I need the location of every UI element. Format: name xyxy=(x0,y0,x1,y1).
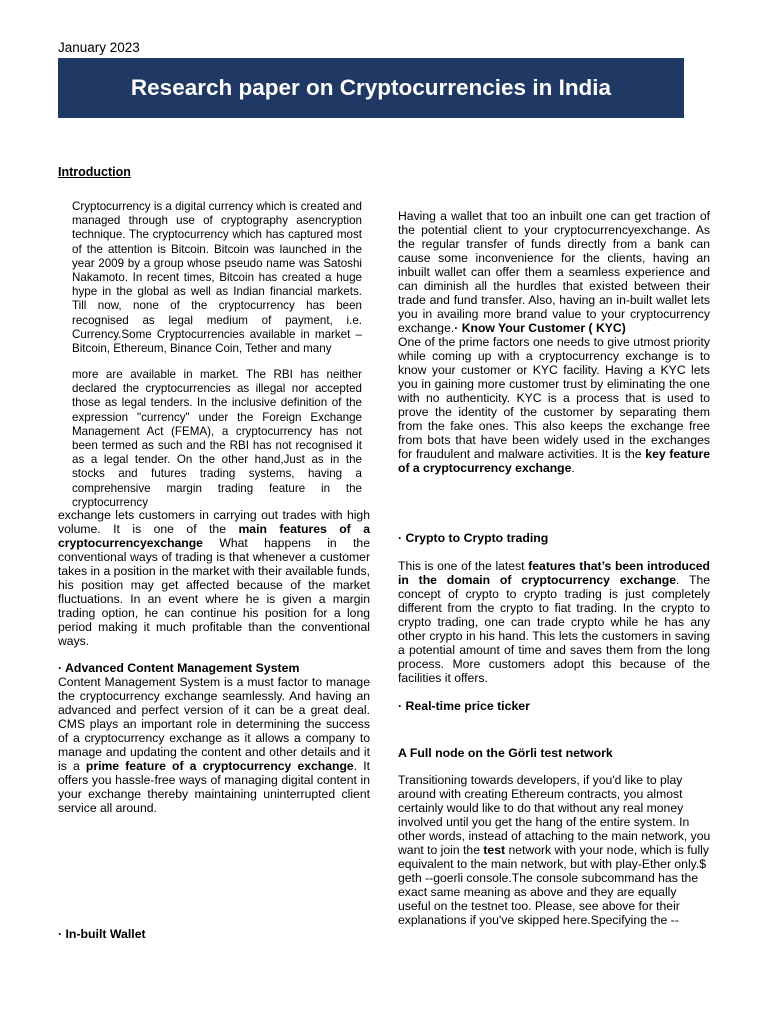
cms-text-post: . It offers you hassle-free ways of managing digital content in your exchange thereby maintaining uninterrupted client service all around. xyxy=(58,759,371,815)
margin-text-bold: main features of a cryptocurrencyexchange xyxy=(58,522,370,550)
wallet-text: Having a wallet that too an inbuilt one can get traction of the potential client to your cryptocurrencyexchange. As the regular transfer of funds directly from a bank can cause some inconvenience for the clients, having an inbuilt wallet can offer them a seamless experience and can diminish all the hurdles that existed between their trade and fund transfer. Also, having an in-built wallet lets you in availing more brand value to your cryptocurrency exchange. xyxy=(398,209,710,335)
kyc-text-bold: key feature of a cryptocurrency exchange xyxy=(398,447,710,475)
c2c-text-pre: This is one of the latest xyxy=(398,559,529,573)
crypto-to-crypto-paragraph xyxy=(398,559,710,685)
paper-title: Research paper on Cryptocurrencies in India xyxy=(130,75,612,100)
margin-text-pre: exchange lets customers in carrying out trades with high volume. It is one of the xyxy=(58,508,370,536)
kyc-heading: · Know Your Customer ( KYC) xyxy=(454,321,626,335)
title-banner xyxy=(58,58,684,118)
node-text-bold: test xyxy=(483,843,506,857)
cms-paragraph xyxy=(58,675,370,815)
intro-paragraph: Cryptocurrency is a digital currency which is created and managed through use of cryptography asencryption technique. The cryptocurrency which has captured most of the attention is Bitcoin. Bitcoin was launched in the year 2009 by a group whose pseudo name was Satoshi Nakamoto. In recent times, Bitcoin has created a huge hype in the global as well as Indian financial markets. Till now, none of the cryptocurrency has been recognised as legal medium of payment, i.e. Currency.Some Cryptocurrencies available in market –Bitcoin, Ethereum, Binance Coin, Tether and many xyxy=(72,200,362,356)
intro-paragraph-continued: more are available in market. The RBI has neither declared the cryptocurrencies as illegal nor accepted those as legal tenders. In the inclusive definition of the expression "currency" under the Foreign Exchange Management Act (FEMA), a cryptocurrency has not been termed as such and the RBI has not recognised it as a legal tender. On the other hand,Just as in the stocks and futures trading systems, having a comprehensive margin trading feature in the cryptocurrency xyxy=(72,368,362,509)
margin-text-post: What happens in the conventional ways of trading is that whenever a customer takes in a position in the market with their available funds, his position may get affected because of the market fluctuations. In an event where he is given a margin trading option, he can continue his position for a long period making it much profitable than the conventional ways. xyxy=(58,536,370,648)
in-built-wallet-heading: · In-built Wallet xyxy=(58,927,146,941)
c2c-text-post: . The concept of crypto to crypto trading is just completely different from the crypto to fiat trading. In the crypto to crypto trading, one can trade crypto while he has any other crypto in his hand. This lets the customers in saving a potential amount of time and saves them from the long process. More customers adopt this because of the facilities it offers. xyxy=(398,573,711,685)
crypto-to-crypto-heading: · Crypto to Crypto trading xyxy=(398,531,549,545)
introduction-heading: Introduction xyxy=(58,165,131,179)
wallet-kyc-paragraph xyxy=(398,209,710,475)
kyc-text-end: . xyxy=(571,461,575,475)
full-node-paragraph xyxy=(398,773,712,927)
price-ticker-heading: · Real-time price ticker xyxy=(398,699,530,713)
cms-text-pre: Content Management System is a must factor to manage the cryptocurrency exchange seamlessly. And having an advanced and perfect version of it can be a great deal. CMS plays an important role in determining the success of a cryptocurrency exchange as it allows a company to manage and updating the content and other details and it is a xyxy=(58,675,370,773)
kyc-text: One of the prime factors one needs to give utmost priority while coming up with a cryptocurrency exchange is to know your customer or KYC facility. Having a KYC lets you in gaining more customer trust by eliminating the one with no authenticity. KYC is a process that is used to prove the identity of the customer by separating them from the fake ones. This also keeps the exchange free from bots that have been widely used in the exchanges for fraudulent and malware activities. It is the xyxy=(398,335,710,461)
node-text-pre: Transitioning towards developers, if you'd like to play around with creating Ethereum contracts, you almost certainly would like to do that without any real money involved until you get the hang of the entire system. In other words, instead of attaching to the main network, you want to join the xyxy=(398,773,711,857)
margin-trading-paragraph xyxy=(58,508,370,648)
c2c-text-bold: features that’s been introduced in the domain of cryptocurrency exchange xyxy=(398,559,710,587)
full-node-heading: A Full node on the Görli test network xyxy=(398,746,613,760)
cms-text-bold: prime feature of a cryptocurrency exchange xyxy=(85,759,354,773)
document-date: January 2023 xyxy=(58,40,140,55)
node-text-post: network with your node, which is fully equivalent to the main network, but with play-Ether only.$ geth --goerli console.The console subcommand has the exact same meaning as above and they are equally useful on the testnet too. Please, see above for their explanations if you've skipped here.Specifying the -- xyxy=(398,843,709,927)
cms-heading: · Advanced Content Management System xyxy=(58,661,300,675)
